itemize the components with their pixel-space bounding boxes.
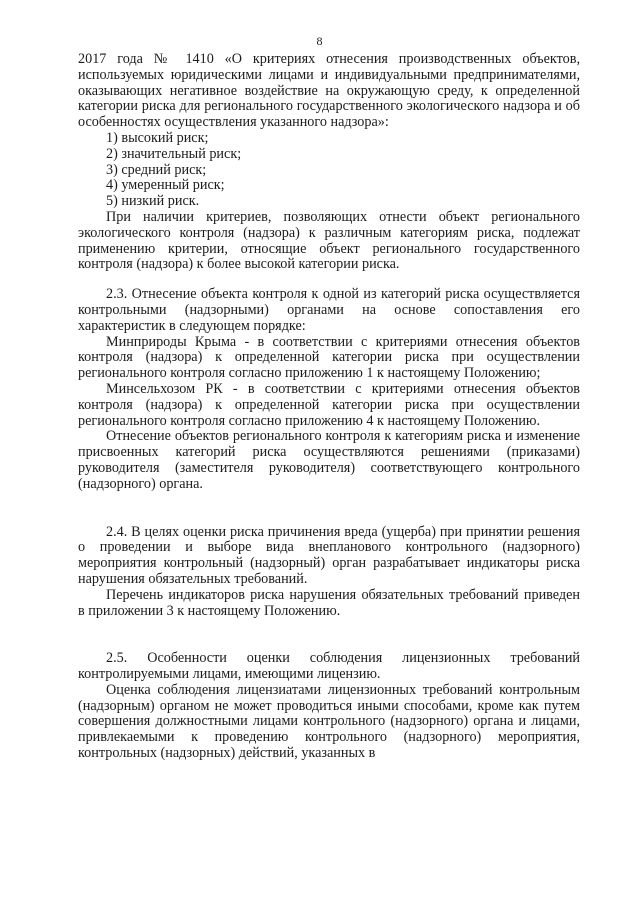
- paragraph-continuation: 2017 года № 1410 «О критериях отнесения производственных объектов, используемых юридическими лицами и индивидуальными предпринимателями, оказывающих негативное воздействие на окружающую среду, к определенной категории риска для регионального государственного экологического надзора и об особенностях осуществления указанного надзора»:: [78, 51, 580, 131]
- paragraph-indicators: Перечень индикаторов риска нарушения обязательных требований приведен в приложении 3 к настоящему Положению.: [78, 586, 580, 619]
- paragraph-minprirody: Минприроды Крыма - в соответствии с критериями отнесения объектов контроля (надзора) к определенной категории риска при осуществлении регионального контроля согласно приложению 1 к настоящему Положению;: [78, 333, 580, 382]
- page-number: 8: [316, 34, 323, 48]
- section-2-3: 2.3. Отнесение объекта контроля к одной из категорий риска осуществляется контрольными (надзорными) органами на основе сопоставления его характеристик в следующем порядке:: [78, 286, 580, 334]
- list-item-risk-3: 3) средний риск;: [106, 161, 207, 178]
- paragraph-license-assessment: Оценка соблюдения лицензиатами лицензионных требований контрольным (надзорным) органом не может проводиться иными способами, кроме как путем совершения должностными лицами контрольного (надзорного) органа и лицами, привлекаемыми к проведению контрольного (надзорного) мероприятия, контрольных (надзорных) действий, указанных в: [78, 681, 580, 762]
- section-2-5: 2.5. Особенности оценки соблюдения лицензионных требований контролируемыми лицами, имеющими лицензию.: [78, 650, 580, 683]
- document-body: [78, 52, 580, 762]
- list-item-risk-5: 5) низкий риск.: [106, 193, 200, 210]
- list-item-risk-4: 4) умеренный риск;: [106, 177, 225, 194]
- paragraph-assignment: Отнесение объектов регионального контроля к категориям риска и изменение присвоенных категорий риска осуществляются решениями (приказами) руководителя (заместителя руководителя) соответствующего контрольного (надзорного) органа.: [78, 428, 580, 492]
- paragraph-minselkhoz: Минсельхозом РК - в соответствии с критериями отнесения объектов контроля (надзора) к определенной категории риска при осуществлении регионального контроля согласно приложению 4 к настоящему Положению.: [78, 380, 580, 429]
- section-2-4: 2.4. В целях оценки риска причинения вреда (ущерба) при принятии решения о проведении и выборе вида внепланового контрольного (надзорного) мероприятия контрольный (надзорный) орган разрабатывает индикаторы риска нарушения обязательных требований.: [78, 523, 580, 587]
- list-item-risk-1: 1) высокий риск;: [106, 129, 209, 146]
- list-item-risk-2: 2) значительный риск;: [106, 145, 242, 162]
- paragraph-criteria: При наличии критериев, позволяющих отнести объект регионального экологического контроля (надзора) к различным категориям риска, подлежат применению критерии, относящие объект регионального государственного контроля (надзора) к более высокой категории риска.: [78, 208, 580, 273]
